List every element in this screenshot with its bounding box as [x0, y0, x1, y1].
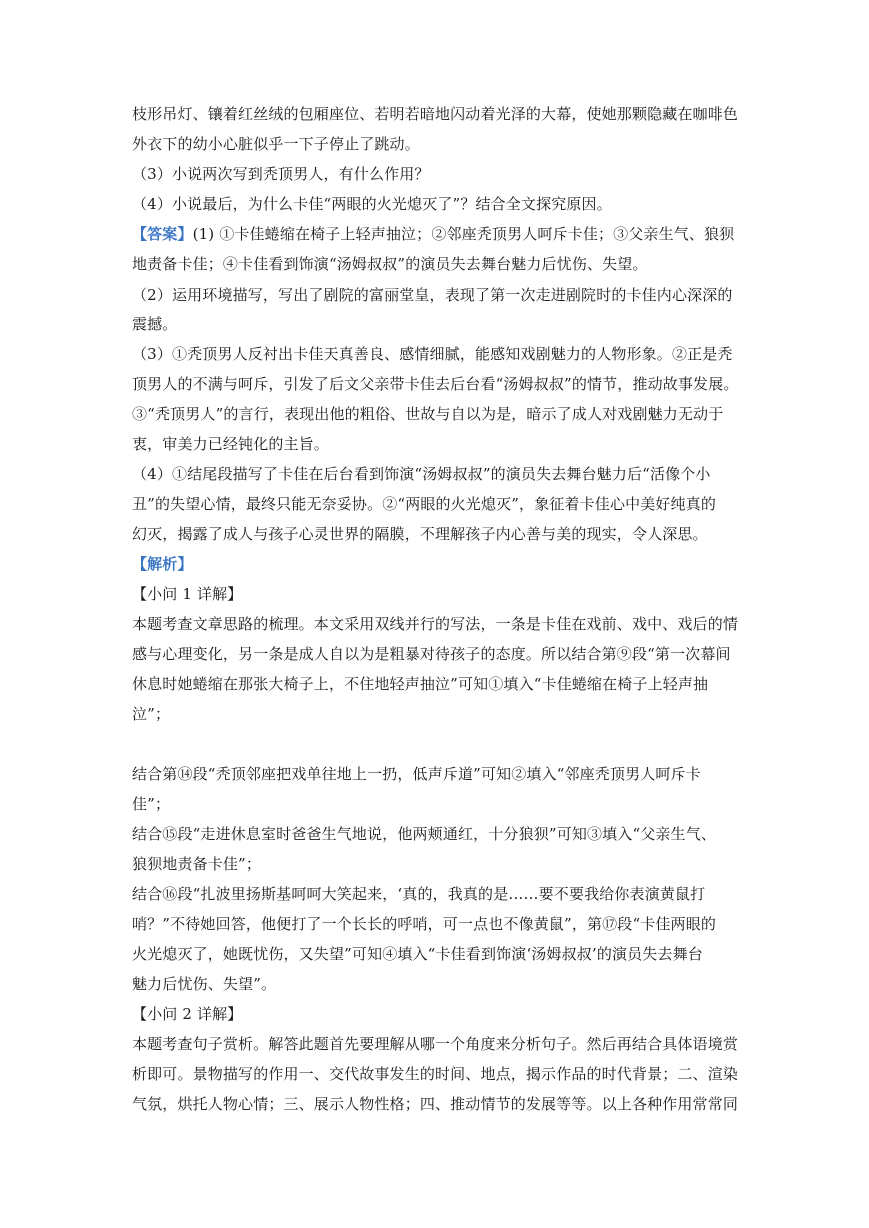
text-line: 丑”的失望心情，最终只能无奈妥协。②“两眼的火光熄灭”，象征着卡佳心中美好纯真的 — [132, 495, 717, 513]
text-line: 结合⑯段“扎波里扬斯基呵呵大笑起来，‘真的，我真的是……要不要我给你表演黄鼠打 — [132, 885, 706, 903]
text-line: 本题考查句子赏析。解答此题首先要理解从哪一个角度来分析句子。然后再结合具体语境赏 — [132, 1035, 739, 1053]
answer-text: (1) ①卡佳蜷缩在椅子上轻声抽泣；②邻座秃顶男人呵斥卡佳；③父亲生气、狼狈 — [192, 225, 735, 243]
text-line: （4）①结尾段描写了卡佳在后台看到饰演“汤姆叔叔”的演员失去舞台魅力后“活像个小 — [132, 465, 711, 483]
analysis-label: 【解析】 — [132, 555, 193, 573]
text-line: 衷，审美力已经钝化的主旨。 — [132, 435, 329, 453]
text-line: （2）运用环境描写，写出了剧院的富丽堂皇，表现了第一次走进剧院时的卡佳内心深深的 — [132, 286, 733, 304]
text-line: 析即可。景物描写的作用一、交代故事发生的时间、地点，揭示作品的时代背景；二、渲染 — [132, 1065, 739, 1083]
text-line: 结合⑮段“走进休息室时爸爸生气地说，他两颊通红，十分狼狈”可知③填入“父亲生气、 — [132, 825, 717, 843]
text-line: 外衣下的幼小心脏似乎一下子停止了跳动。 — [132, 135, 420, 153]
text-line: 气氛，烘托人物心情；三、展示人物性格；四、推动情节的发展等等。以上各种作用常常同 — [132, 1095, 739, 1113]
text-line: 泣”； — [132, 705, 171, 723]
question-4: （4）小说最后，为什么卡佳“两眼的火光熄灭了”？结合全文探究原因。 — [132, 195, 612, 213]
text-line: 佳”； — [132, 795, 171, 813]
text-line: 结合第⑭段“秃顶邻座把戏单往地上一扔，低声斥道”可知②填入“邻座秃顶男人呵斥卡 — [132, 765, 701, 783]
text-line: 顶男人的不满与呵斥，引发了后文父亲带卡佳去后台看“汤姆叔叔”的情节，推动故事发展。 — [132, 375, 739, 393]
text-line: ③“秃顶男人”的言行，表现出他的粗俗、世故与自以为是，暗示了成人对戏剧魅力无动于 — [132, 405, 724, 423]
subquestion-heading: 【小问 1 详解】 — [132, 585, 243, 603]
text-line: 幻灭，揭露了成人与孩子心灵世界的隔膜，不理解孩子内心善与美的现实，令人深思。 — [132, 525, 708, 543]
text-line: （3）①秃顶男人反衬出卡佳天真善良、感情细腻，能感知戏剧魅力的人物形象。②正是秃 — [132, 345, 733, 363]
question-3: （3）小说两次写到秃顶男人，有什么作用？ — [132, 165, 430, 183]
text-line: 震撼。 — [132, 315, 178, 333]
text-line: 狼狈地责备卡佳”； — [132, 855, 262, 873]
text-line: 地责备卡佳；④卡佳看到饰演“汤姆叔叔”的演员失去舞台魅力后忧伤、失望。 — [132, 255, 648, 273]
text-line: 火光熄灭了，她既忧伤，又失望”可知④填入“卡佳看到饰演‘汤姆叔叔’的演员失去舞台 — [132, 945, 703, 963]
text-line: 哨？”不待她回答，他便打了一个长长的呼哨，可一点也不像黄鼠”，第⑰段“卡佳两眼的 — [132, 915, 717, 933]
subquestion-heading: 【小问 2 详解】 — [132, 1005, 243, 1023]
text-line: 枝形吊灯、镶着红丝绒的包厢座位、若明若暗地闪动着光泽的大幕，使她那颗隐藏在咖啡色 — [132, 105, 739, 123]
answer-label: 【答案】 — [132, 225, 193, 243]
text-line: 魅力后忧伤、失望”。 — [132, 975, 277, 993]
text-line: 本题考查文章思路的梳理。本文采用双线并行的写法，一条是卡佳在戏前、戏中、戏后的情 — [132, 615, 739, 633]
text-line: 感与心理变化，另一条是成人自以为是粗暴对待孩子的态度。所以结合第⑨段“第一次幕间 — [132, 645, 731, 663]
text-line: 休息时她蜷缩在那张大椅子上，不住地轻声抽泣”可知①填入“卡佳蜷缩在椅子上轻声抽 — [132, 675, 709, 693]
answer-line — [132, 224, 742, 244]
